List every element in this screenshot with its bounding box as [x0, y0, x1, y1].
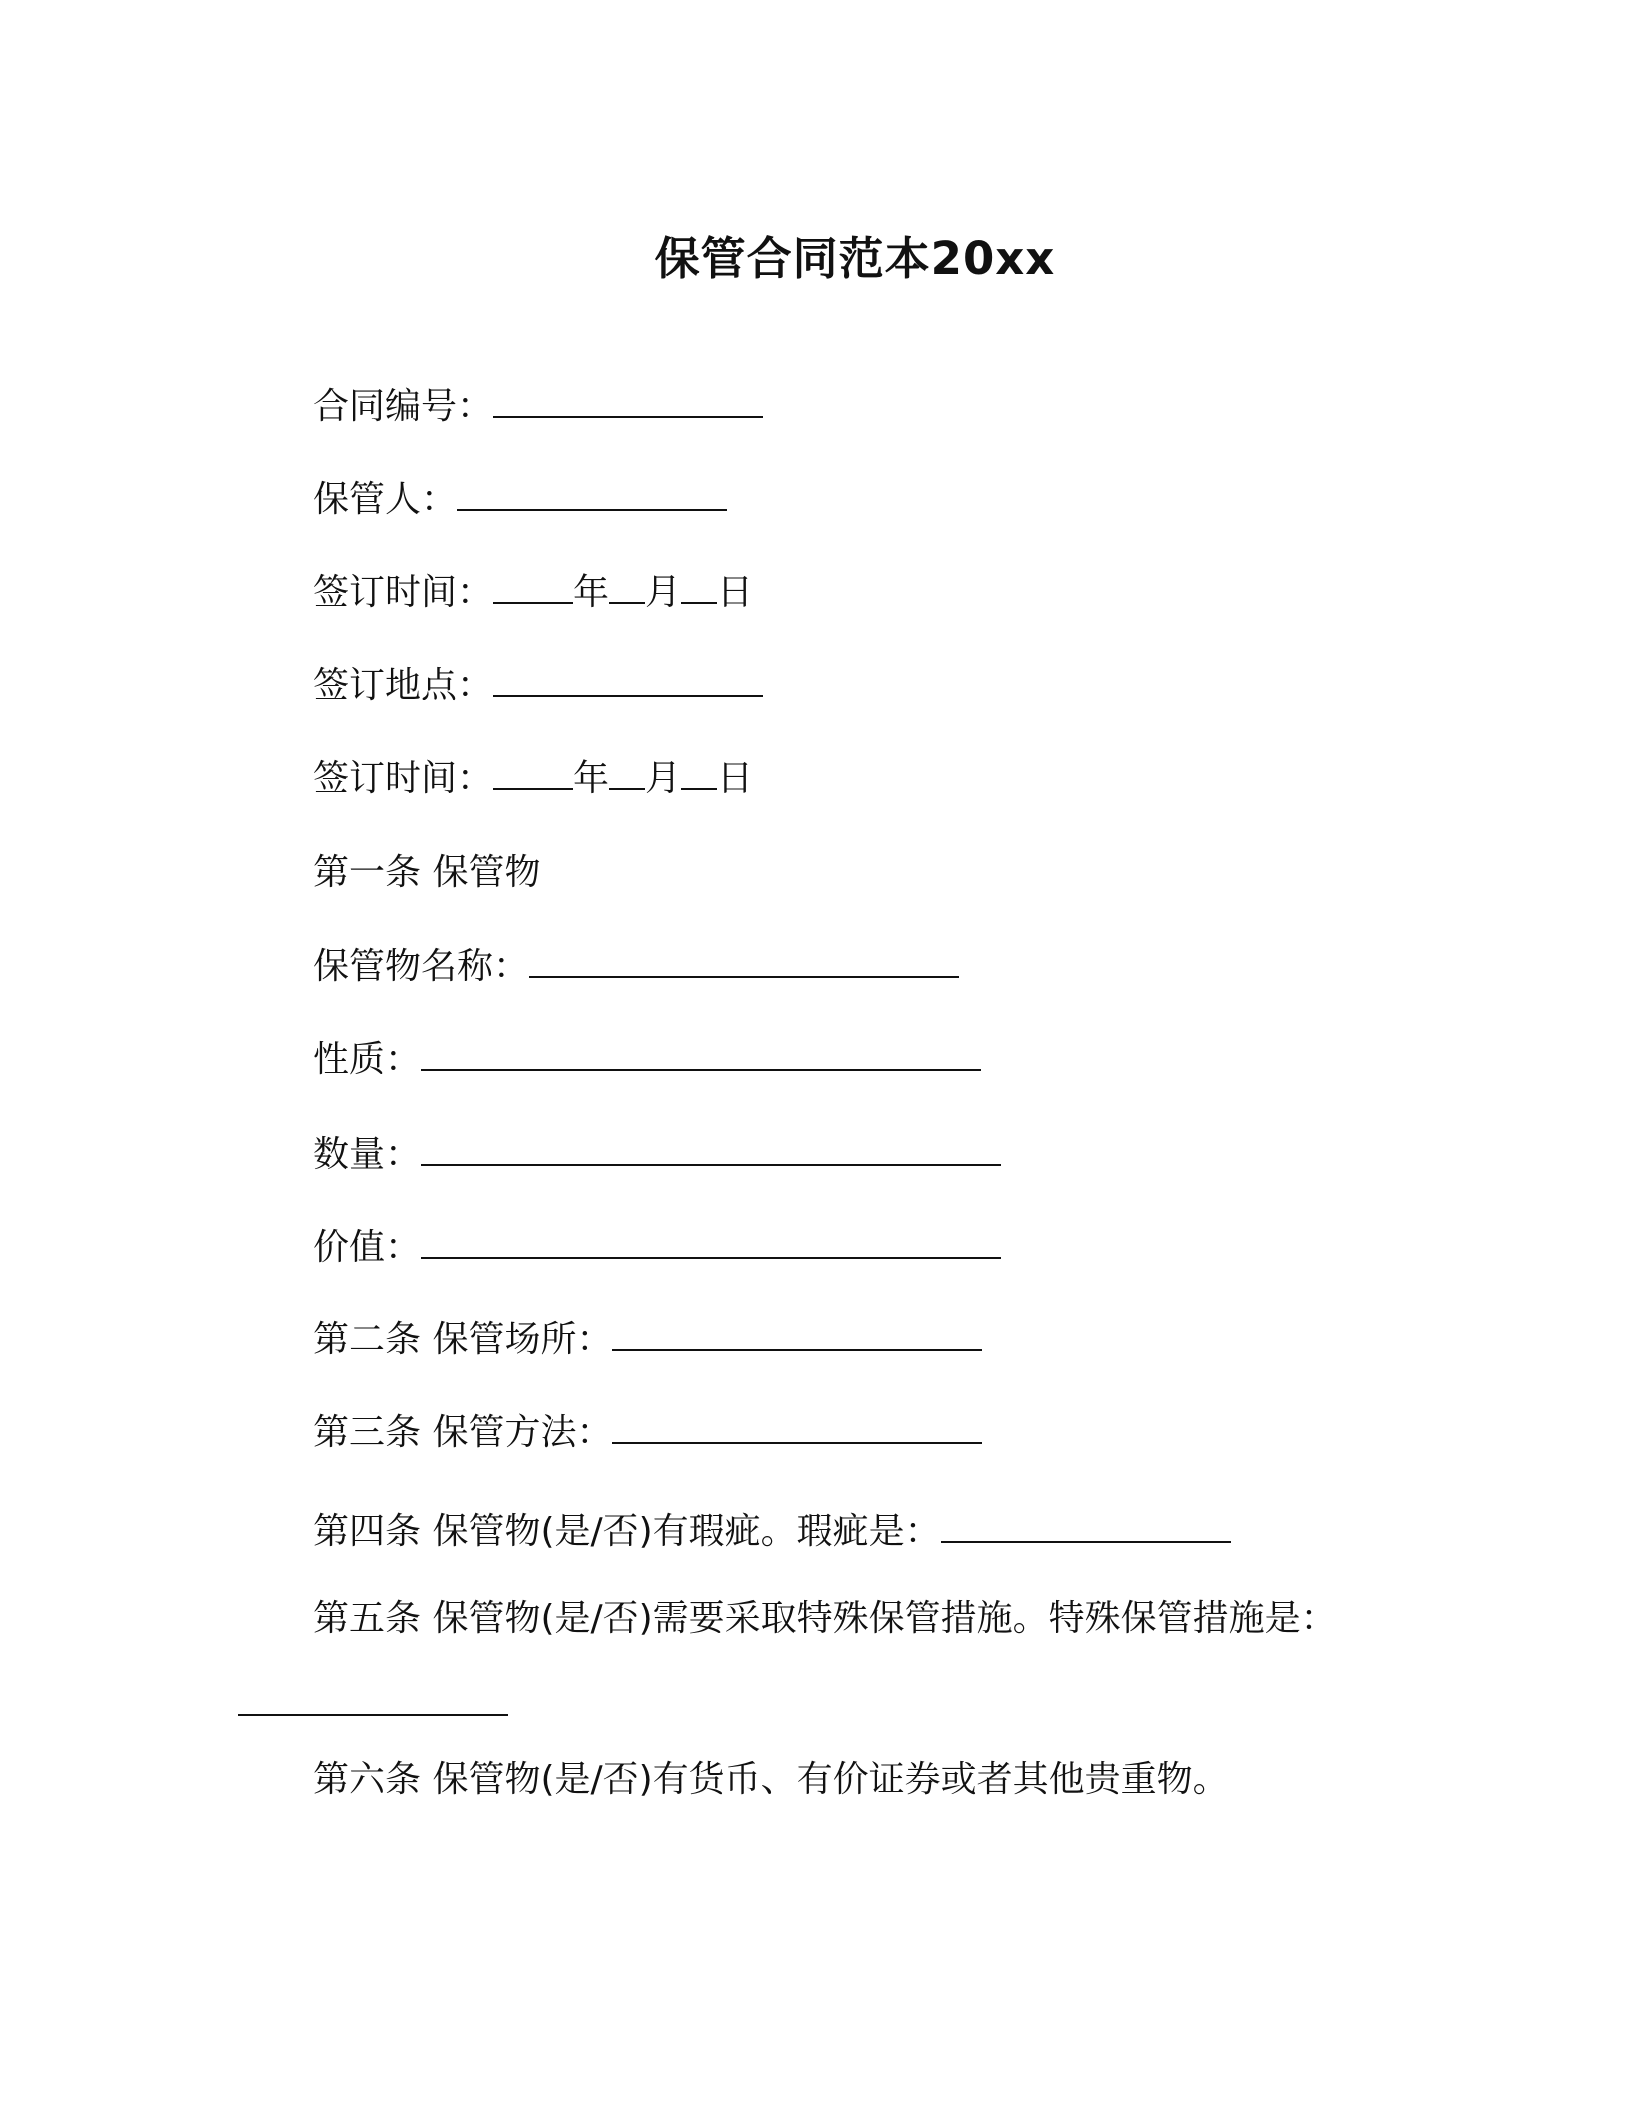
special-measures-blank[interactable]	[238, 1684, 508, 1716]
sign-place-blank[interactable]	[493, 665, 763, 697]
item-value-label: 价值：	[313, 1227, 422, 1268]
sign-day-blank-2[interactable]	[681, 758, 717, 790]
item-value-line	[313, 1226, 1001, 1270]
item-name-line	[313, 945, 959, 989]
item-quantity-blank[interactable]	[421, 1134, 1001, 1166]
item-name-blank[interactable]	[529, 946, 959, 978]
article-2-line	[313, 1318, 982, 1362]
article-5-continuation	[238, 1683, 508, 1727]
year-label-2: 年	[573, 758, 610, 799]
contract-number-blank[interactable]	[493, 386, 763, 418]
contract-number-label: 合同编号：	[313, 386, 494, 427]
sign-place-label: 签订地点：	[313, 665, 494, 706]
article-4-label: 第四条 保管物(是/否)有瑕疵。瑕疵是：	[313, 1511, 941, 1552]
sign-place-line	[313, 664, 763, 708]
article-3-line	[313, 1411, 982, 1455]
month-label-2: 月	[645, 758, 682, 799]
sign-month-blank[interactable]	[609, 572, 645, 604]
item-nature-label: 性质：	[313, 1039, 422, 1080]
document-title: 保管合同范本20xx	[654, 232, 1056, 285]
day-label: 日	[717, 572, 754, 613]
item-nature-blank[interactable]	[421, 1039, 981, 1071]
item-quantity-line	[313, 1133, 1001, 1177]
month-label: 月	[645, 572, 682, 613]
storage-place-blank[interactable]	[612, 1319, 982, 1351]
item-name-label: 保管物名称：	[313, 946, 530, 987]
article-4-line	[313, 1510, 1231, 1554]
custodian-label: 保管人：	[313, 479, 458, 520]
article-1-heading: 第一条 保管物	[313, 852, 541, 893]
day-label-2: 日	[717, 758, 754, 799]
article-5-label: 第五条 保管物(是/否)需要采取特殊保管措施。特殊保管措施是：	[313, 1598, 1337, 1639]
sign-day-blank[interactable]	[681, 572, 717, 604]
article-5-line	[313, 1597, 1337, 1641]
sign-time-label: 签订时间：	[313, 572, 494, 613]
sign-time-line-2	[313, 757, 753, 801]
custodian-blank[interactable]	[457, 479, 727, 511]
article-3-label: 第三条 保管方法：	[313, 1412, 613, 1453]
sign-month-blank-2[interactable]	[609, 758, 645, 790]
article-2-label: 第二条 保管场所：	[313, 1319, 613, 1360]
item-nature-line	[313, 1038, 981, 1082]
year-label: 年	[573, 572, 610, 613]
sign-year-blank-2[interactable]	[493, 758, 573, 790]
article-6-line: 第六条 保管物(是/否)有货币、有价证券或者其他贵重物。	[313, 1759, 1229, 1800]
item-quantity-label: 数量：	[313, 1134, 422, 1175]
sign-year-blank[interactable]	[493, 572, 573, 604]
contract-number-line	[313, 385, 763, 429]
storage-method-blank[interactable]	[612, 1412, 982, 1444]
defect-blank[interactable]	[941, 1511, 1231, 1543]
sign-time-label-2: 签订时间：	[313, 758, 494, 799]
item-value-blank[interactable]	[421, 1227, 1001, 1259]
sign-time-line	[313, 571, 753, 615]
custodian-line	[313, 478, 727, 522]
